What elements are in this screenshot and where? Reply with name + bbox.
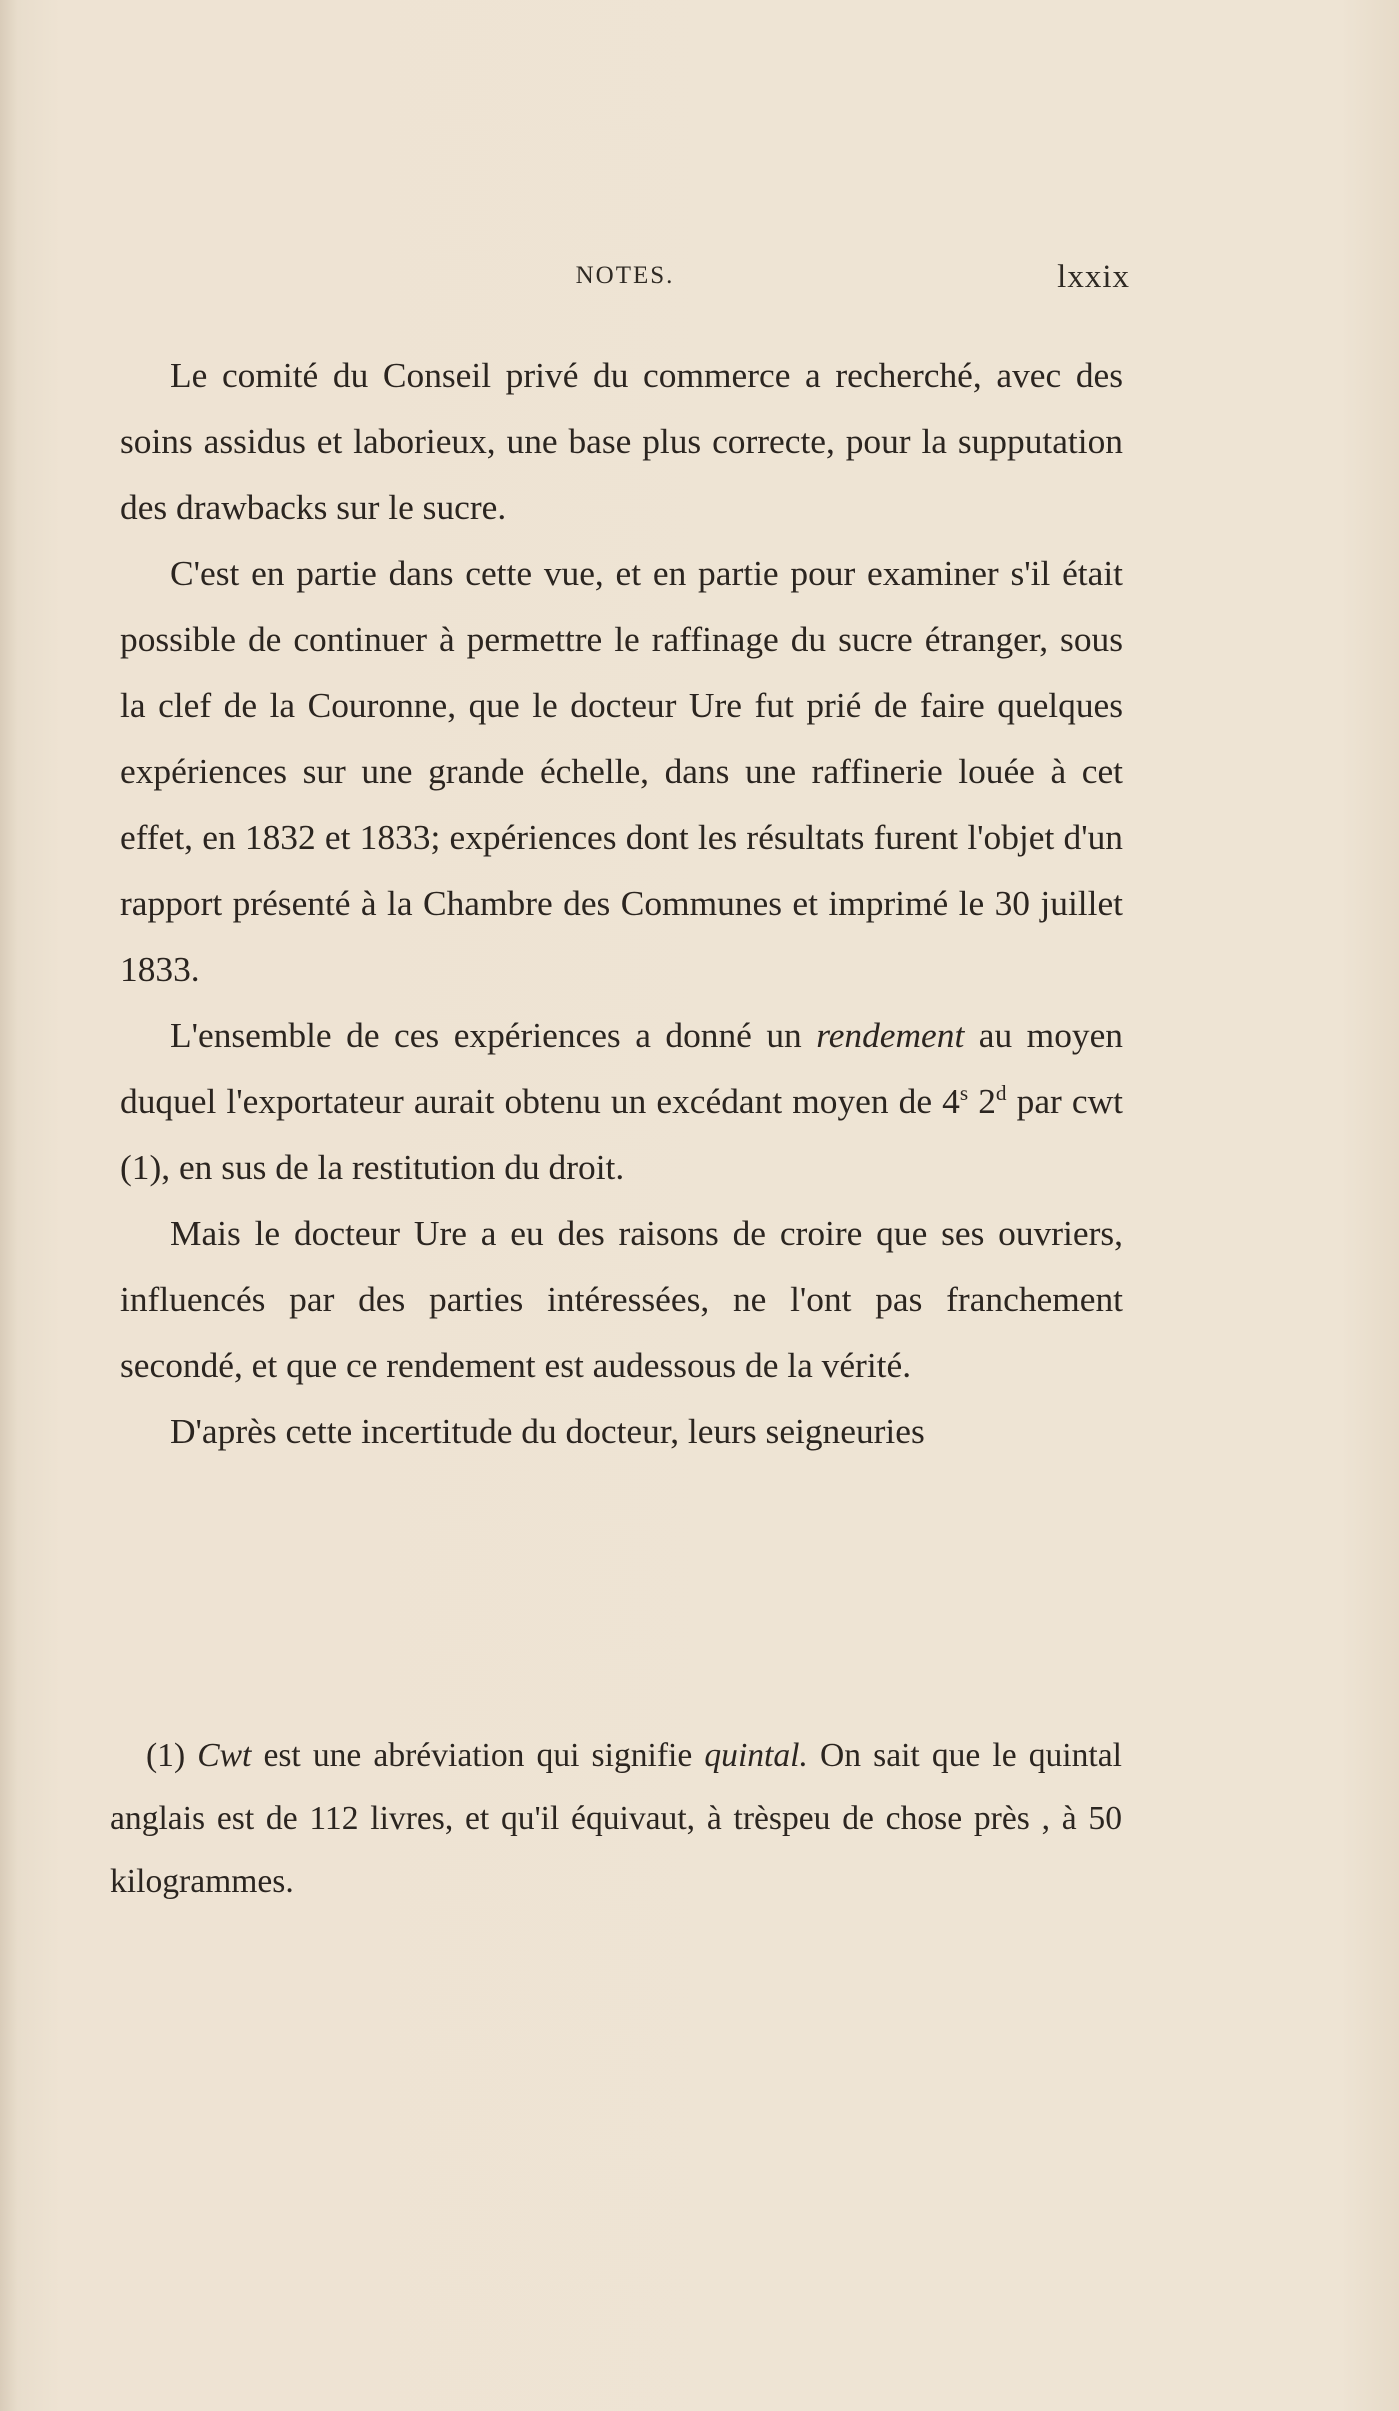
paragraph-3	[120, 1002, 1123, 1200]
paragraph-3-text-b: au moyen duquel l'exportateur aurait obtenu un excédant moyen de 4	[120, 1015, 1123, 1121]
italic-quintal: quintal.	[704, 1737, 808, 1774]
footnote-text-a: est une abréviation qui signifie	[251, 1737, 705, 1774]
footnotes	[110, 1724, 1122, 1913]
shilling-superscript: s	[959, 1081, 969, 1106]
footnote-1	[110, 1724, 1122, 1913]
paragraph-1: Le comité du Conseil privé du commerce a recherché, avec des soins assidus et laborieux, une base plus correcte, pour la supputation des drawbacks sur le sucre.	[120, 355, 1123, 527]
paragraph-3-text-d: par cwt (1), en sus de la restitution du droit.	[120, 1081, 1123, 1187]
page-header	[120, 259, 1130, 302]
paragraph-4: Mais le docteur Ure a eu des raisons de croire que ses ouvriers, influencés par des parties intéressées, ne l'ont pas franchement secondé, et que ce rendement est audessous de la vérité.	[120, 1213, 1123, 1385]
paragraph-5: D'après cette incertitude du docteur, leurs seigneuries	[170, 1411, 925, 1451]
page-number: lxxix	[1057, 259, 1130, 295]
paragraph-3-text-c: 2	[968, 1081, 996, 1121]
italic-cwt: Cwt	[197, 1737, 252, 1774]
running-title: NOTES.	[575, 262, 675, 289]
footnote-marker: (1)	[146, 1737, 198, 1774]
pence-superscript: d	[995, 1081, 1007, 1106]
italic-rendement: rendement	[816, 1015, 965, 1055]
body-text	[120, 342, 1123, 1464]
footnote-text-b: On sait que le quintal anglais est de 112 livres, et qu'il équivaut, à trèspeu de chose près , à 50 kilogrammes.	[110, 1737, 1122, 1900]
paragraph-2: C'est en partie dans cette vue, et en partie pour examiner s'il était possible de continuer à permettre le raffinage du sucre étranger, sous la clef de la Couronne, que le docteur Ure fut prié de faire quelques expériences sur une grande échelle, dans une raffinerie louée à cet effet, en 1832 et 1833; expériences dont les résultats furent l'objet d'un rapport présenté à la Chambre des Communes et imprimé le 30 juillet 1833.	[120, 553, 1123, 989]
paragraph-3-text-a: L'ensemble de ces expériences a donné un	[170, 1015, 817, 1055]
